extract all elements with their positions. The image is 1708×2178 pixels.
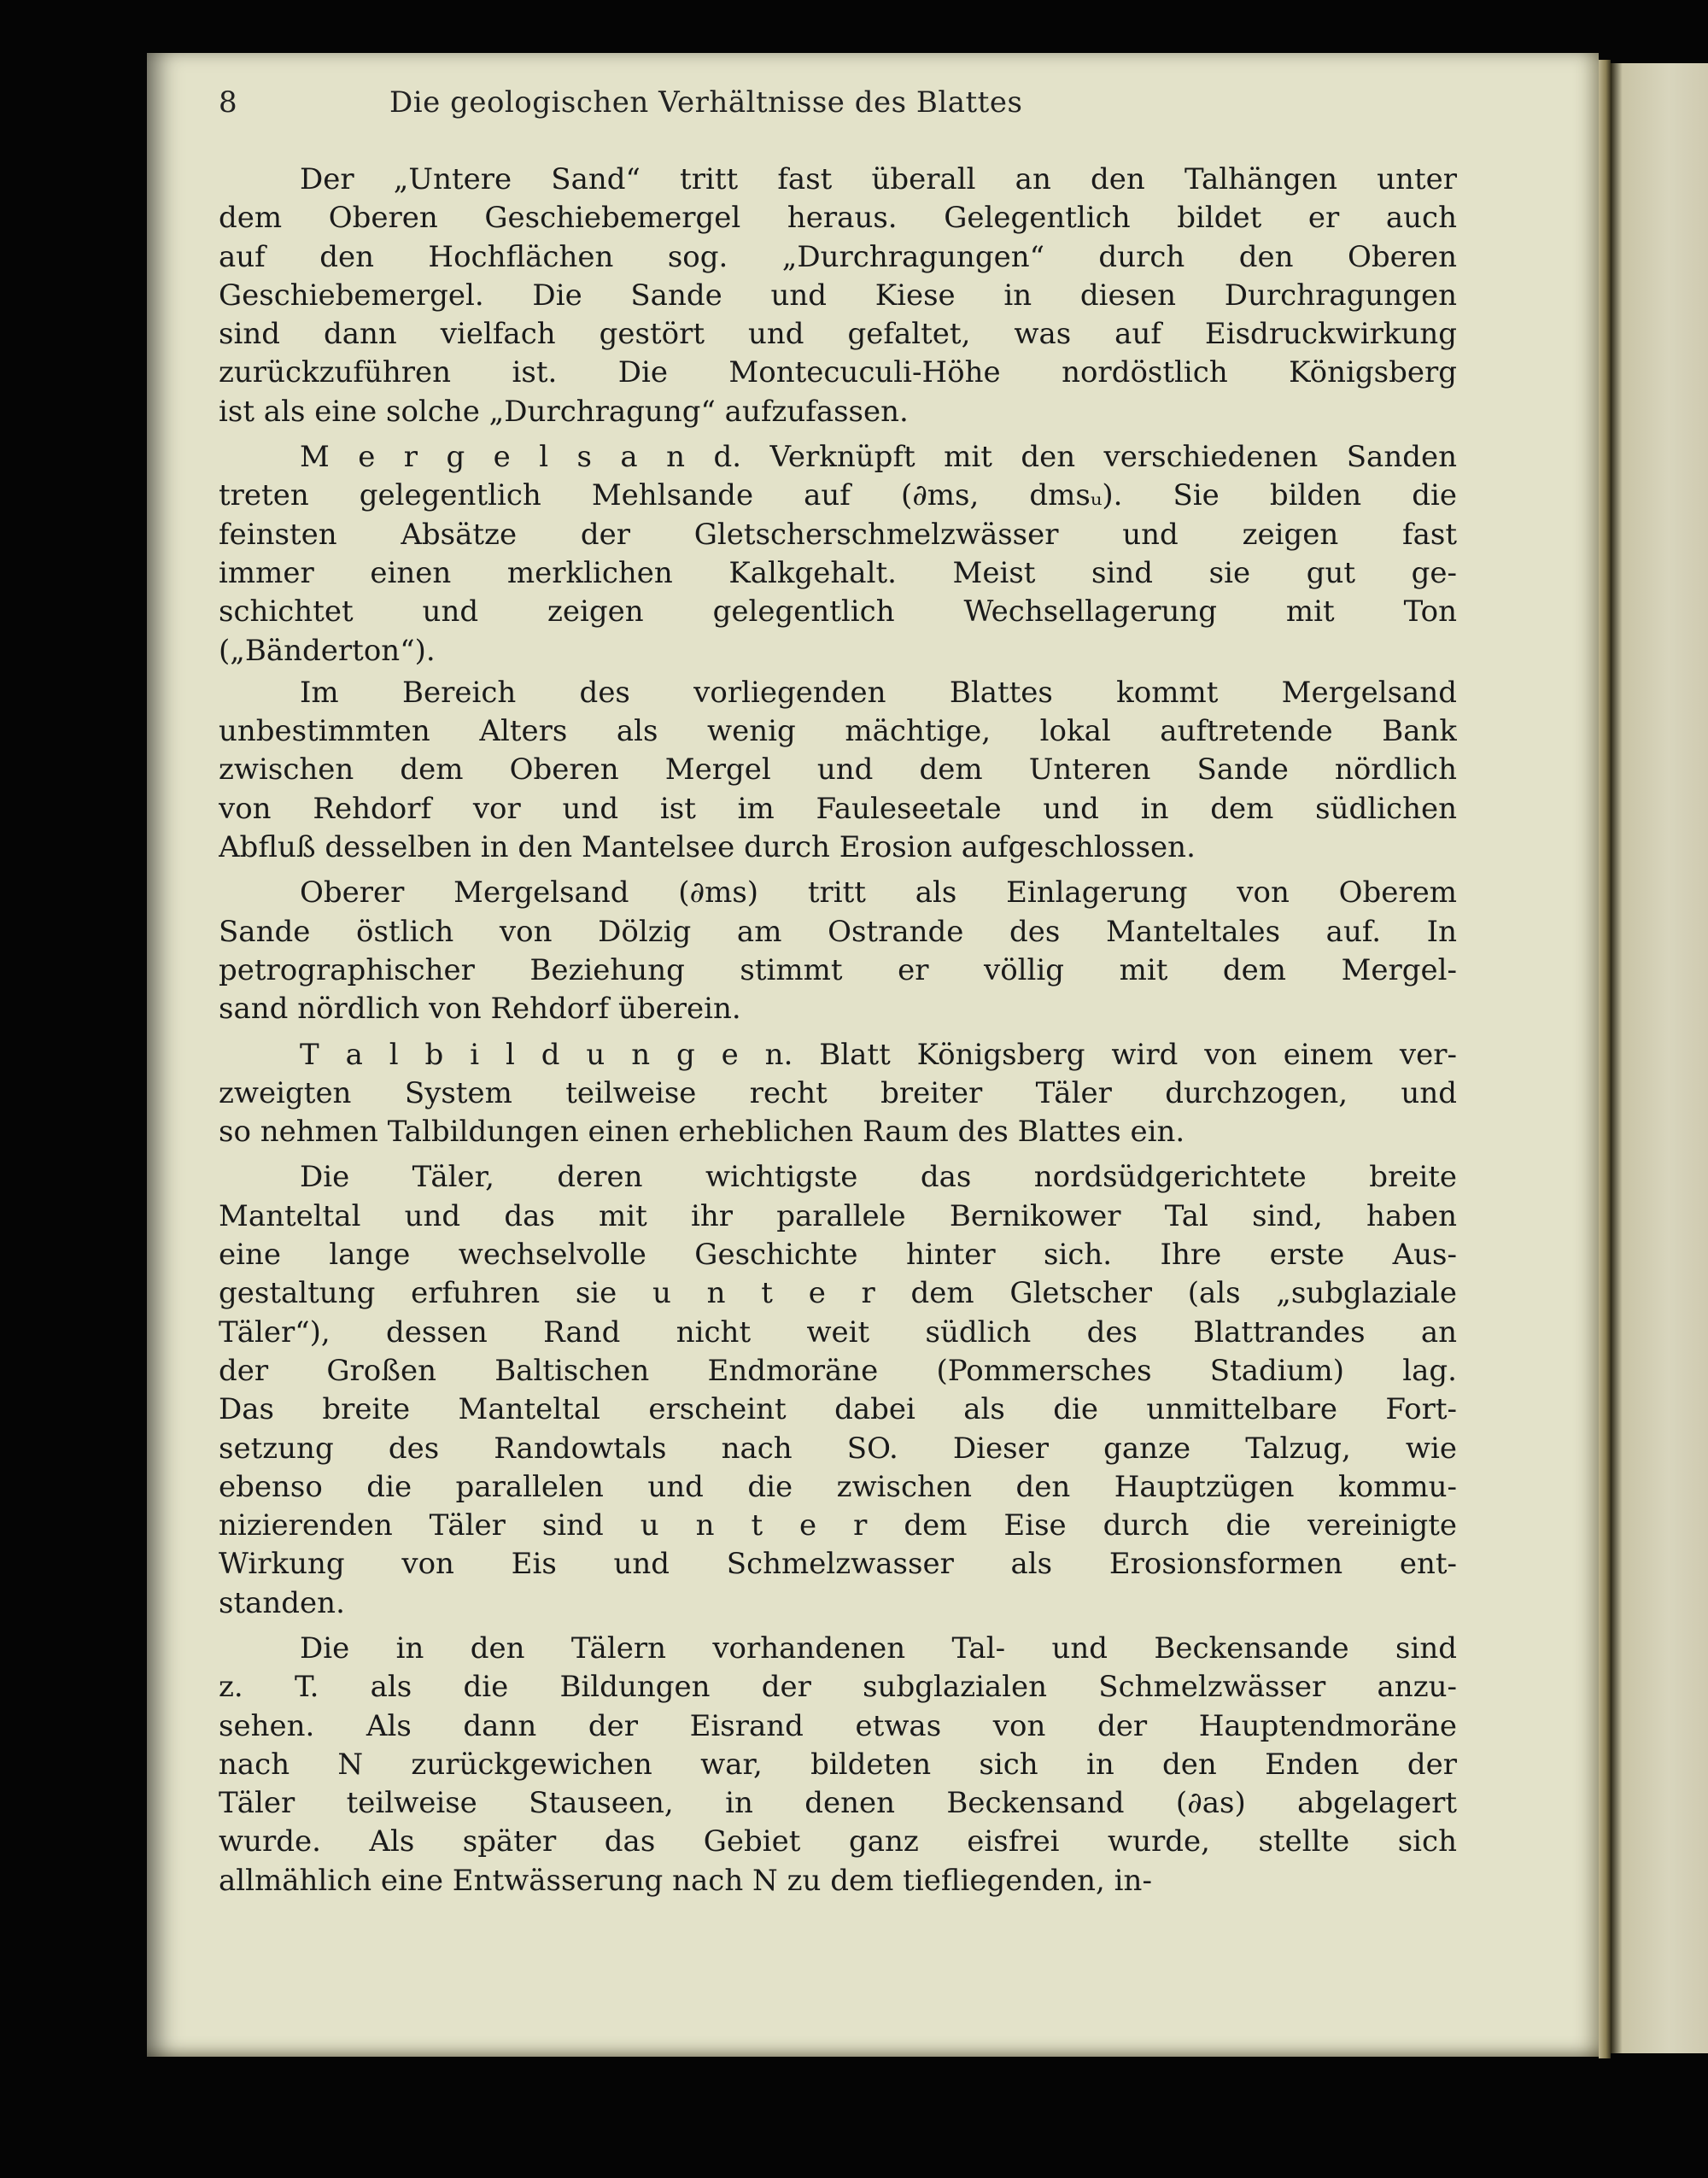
- text-line: Die Täler, deren wichtigste das nordsüdgerichtete breite: [300, 1160, 1457, 1195]
- text-line: standen.: [219, 1585, 345, 1620]
- text-line: („Bänderton“).: [219, 633, 436, 668]
- text-line: Das breite Manteltal erscheint dabei als die unmittelbare Fort-: [219, 1392, 1457, 1427]
- text-line: Manteltal und das mit ihr parallele Bernikower Tal sind, haben: [219, 1198, 1457, 1233]
- running-title: Die geologischen Verhältnisse des Blattes: [389, 85, 1023, 120]
- text-line: Täler teilweise Stauseen, in denen Beckensand (∂as) abgelagert: [219, 1786, 1457, 1821]
- paragraph: [219, 874, 1457, 1028]
- paragraph: [219, 438, 1457, 670]
- text-line: zwischen dem Oberen Mergel und dem Unteren Sande nördlich: [219, 752, 1457, 787]
- paragraph: [219, 1158, 1457, 1623]
- text-line: ist als eine solche „Durchragung“ aufzufassen.: [219, 394, 909, 429]
- text-line: Sande östlich von Dölzig am Ostrande des Manteltales auf. In: [219, 914, 1457, 949]
- text-line: treten gelegentlich Mehlsande auf (∂ms, dmsᵤ). Sie bilden die: [219, 478, 1457, 513]
- text-line: nach N zurückgewichen war, bildeten sich in den Enden der: [219, 1747, 1457, 1782]
- text-line: wurde. Als später das Gebiet ganz eisfrei wurde, stellte sich: [219, 1824, 1457, 1859]
- text-line: ebenso die parallelen und die zwischen den Hauptzügen kommu-: [219, 1469, 1457, 1504]
- text-line: so nehmen Talbildungen einen erheblichen Raum des Blattes ein.: [219, 1115, 1185, 1150]
- text-line: Oberer Mergelsand (∂ms) tritt als Einlagerung von Oberem: [300, 875, 1457, 910]
- text-line: feinsten Absätze der Gletscherschmelzwässer und zeigen fast: [219, 517, 1457, 552]
- text-line: zurückzuführen ist. Die Montecuculi-Höhe nordöstlich Königsberg: [219, 355, 1457, 390]
- page-edge: [1599, 60, 1611, 2058]
- text-line: sehen. Als dann der Eisrand etwas von der Hauptendmoräne: [219, 1708, 1457, 1743]
- text-line: Der „Untere Sand“ tritt fast überall an den Talhängen unter: [300, 162, 1457, 196]
- text-line: Im Bereich des vorliegenden Blattes kommt Mergelsand: [300, 675, 1457, 710]
- page-number: 8: [219, 85, 237, 120]
- paragraph: [219, 1036, 1457, 1152]
- text-line: M e r g e l s a n d. Verknüpft mit den verschiedenen Sanden: [300, 440, 1457, 475]
- text-line: z. T. als die Bildungen der subglazialen Schmelzwässer anzu-: [219, 1670, 1457, 1705]
- text-line: von Rehdorf vor und ist im Fauleseetale und in dem südlichen: [219, 791, 1457, 826]
- text-line: auf den Hochflächen sog. „Durchragungen“ durch den Oberen: [219, 239, 1457, 274]
- text-line: T a l b i l d u n g e n. Blatt Königsberg wird von einem ver-: [300, 1037, 1457, 1072]
- text-line: sind dann vielfach gestört und gefaltet, was auf Eisdruckwirkung: [219, 317, 1457, 352]
- text-line: unbestimmten Alters als wenig mächtige, lokal auftretende Bank: [219, 714, 1457, 749]
- page-header: [219, 79, 1457, 126]
- text-line: gestaltung erfuhren sie u n t e r dem Gletscher (als „subglaziale: [219, 1276, 1457, 1311]
- text-line: Geschiebemergel. Die Sande und Kiese in diesen Durchragungen: [219, 278, 1457, 313]
- text-line: setzung des Randowtals nach SO. Dieser ganze Talzug, wie: [219, 1431, 1457, 1466]
- text-line: allmählich eine Entwässerung nach N zu dem tiefliegenden, in-: [219, 1863, 1152, 1898]
- text-line: sand nördlich von Rehdorf überein.: [219, 992, 741, 1027]
- text-line: der Großen Baltischen Endmoräne (Pommersches Stadium) lag.: [219, 1353, 1457, 1388]
- paragraph: [219, 674, 1457, 867]
- text-line: nizierenden Täler sind u n t e r dem Eise durch die vereinigte: [219, 1508, 1457, 1543]
- text-line: Abfluß desselben in den Mantelsee durch Erosion aufgeschlossen.: [219, 830, 1196, 865]
- text-line: zweigten System teilweise recht breiter Täler durchzogen, und: [219, 1075, 1457, 1110]
- text-line: petrographischer Beziehung stimmt er völlig mit dem Mergel-: [219, 952, 1457, 987]
- text-line: schichtet und zeigen gelegentlich Wechsellagerung mit Ton: [219, 594, 1457, 629]
- body-text: [219, 161, 1457, 1900]
- text-line: eine lange wechselvolle Geschichte hinter sich. Ihre erste Aus-: [219, 1238, 1457, 1273]
- facing-page-edge: [1611, 63, 1708, 2053]
- paragraph: [219, 161, 1457, 431]
- text-line: Wirkung von Eis und Schmelzwasser als Erosionsformen ent-: [219, 1547, 1457, 1582]
- text-line: Die in den Tälern vorhandenen Tal- und Beckensande sind: [300, 1631, 1457, 1666]
- text-line: immer einen merklichen Kalkgehalt. Meist sind sie gut ge-: [219, 555, 1457, 590]
- text-line: Täler“), dessen Rand nicht weit südlich des Blattrandes an: [219, 1314, 1457, 1350]
- paragraph: [219, 1630, 1457, 1900]
- text-line: dem Oberen Geschiebemergel heraus. Gelegentlich bildet er auch: [219, 201, 1457, 236]
